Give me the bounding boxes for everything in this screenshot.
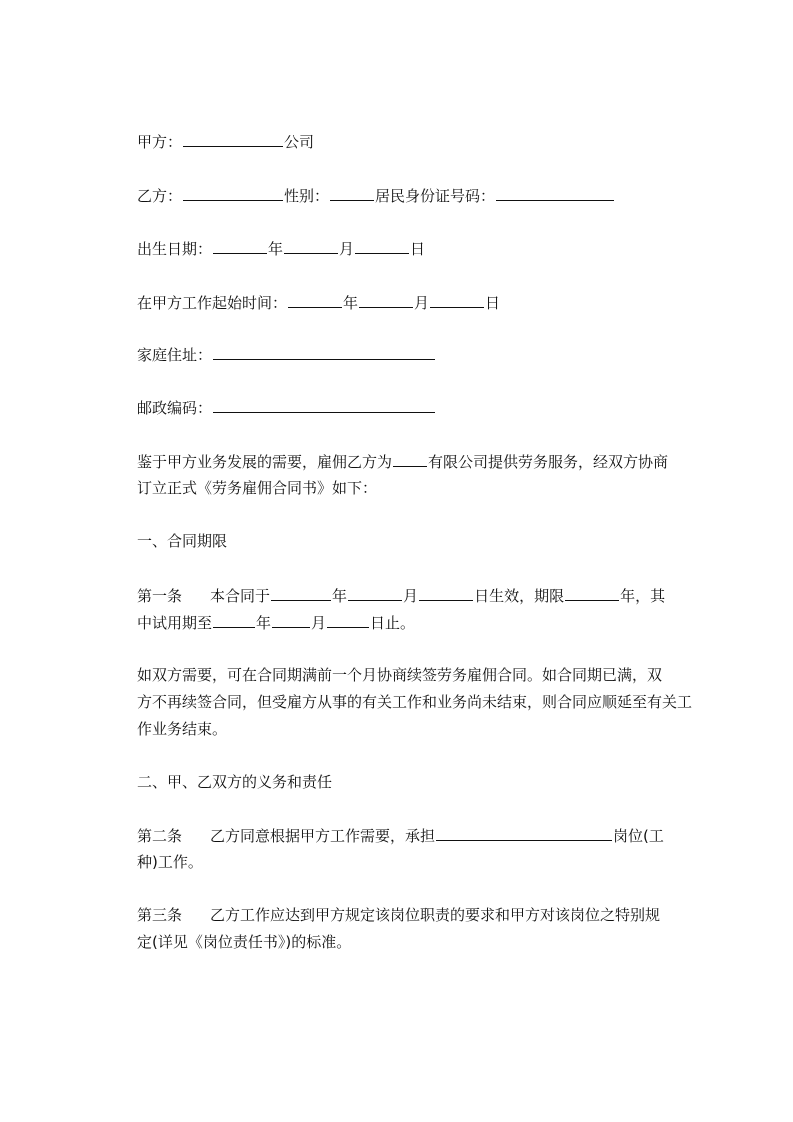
party-b-line [0, 185, 793, 206]
renewal-text-3: 作业务结束。 [137, 720, 228, 738]
gender-label: 性别： [284, 187, 330, 205]
day-label: 日 [410, 240, 426, 258]
article2-line2-text: 种)工作。 [137, 853, 203, 871]
intro-line2: 订立正式《劳务雇佣合同书》如下： [137, 479, 378, 497]
postcode-blank [213, 397, 435, 413]
article3-label: 第三条 [137, 906, 183, 924]
section1-heading [0, 531, 793, 551]
article2-b: 岗位(工 [613, 827, 664, 845]
renewal-text-2: 方不再续签合同，但受雇方从事的有关工作和业务尚未结束，则合同应顺延至有关工 [137, 693, 693, 711]
trial-year-blank [213, 612, 255, 628]
article2-a: 乙方同意根据甲方工作需要，承担 [210, 827, 436, 845]
birth-day-blank [355, 238, 409, 254]
article1-month-blank [348, 585, 402, 601]
postcode-line [0, 397, 793, 418]
birth-label: 出生日期： [137, 240, 213, 258]
article1-line-2 [0, 612, 793, 633]
trial-day-blank [327, 612, 369, 628]
article1-line2-a: 中试用期至 [137, 614, 213, 632]
postcode-label: 邮政编码： [137, 399, 213, 417]
article3-line-2 [0, 932, 793, 952]
birth-month-blank [284, 238, 338, 254]
id-blank [496, 185, 614, 201]
name-blank [183, 185, 283, 201]
renewal-text-1: 如双方需要，可在合同期满前一个月协商续签劳务雇佣合同。如合同期已满，双 [137, 666, 663, 684]
article1-year-blank [271, 585, 331, 601]
article2-line-2 [0, 852, 793, 872]
gender-blank [330, 185, 374, 201]
intro-line-2 [0, 478, 793, 498]
year-label: 年 [256, 614, 272, 632]
term-years-blank [565, 585, 619, 601]
year-label: 年 [268, 240, 284, 258]
article1-a: 本合同于 [210, 587, 271, 605]
article2-line-1 [0, 825, 793, 846]
article2-label: 第二条 [137, 827, 183, 845]
section2-heading [0, 772, 793, 792]
article1-end: 日止。 [370, 614, 416, 632]
article3-text-1: 乙方工作应达到甲方规定该岗位职责的要求和甲方对该岗位之特别规 [210, 906, 661, 924]
address-label: 家庭住址： [137, 346, 213, 364]
article1-label: 第一条 [137, 587, 183, 605]
year-label: 年 [332, 587, 348, 605]
party-b-label: 乙方： [137, 187, 183, 205]
id-label: 居民身份证号码： [375, 187, 496, 205]
article1-c: 年，其 [620, 587, 666, 605]
trial-month-blank [272, 612, 310, 628]
month-label: 月 [403, 587, 419, 605]
address-line [0, 344, 793, 365]
article3-line-1 [0, 905, 793, 925]
start-year-blank [288, 292, 342, 308]
renewal-line-3 [0, 719, 793, 739]
party-a-line [0, 131, 793, 152]
position-blank [436, 825, 612, 841]
article1-day-blank [419, 585, 473, 601]
address-blank [213, 344, 435, 360]
month-label: 月 [414, 294, 430, 312]
company-name-blank [393, 451, 427, 467]
company-blank [183, 131, 283, 147]
year-label: 年 [343, 294, 359, 312]
month-label: 月 [339, 240, 355, 258]
section2-heading-text: 二、甲、乙双方的义务和责任 [137, 773, 333, 791]
article3-text-2: 定(详见《岗位责任书》)的标准。 [137, 933, 352, 951]
renewal-line-1 [0, 665, 793, 685]
renewal-line-2 [0, 692, 793, 712]
article1-line-1 [0, 585, 793, 606]
article1-b: 日生效，期限 [474, 587, 565, 605]
start-line [0, 292, 793, 313]
intro-line-1 [0, 451, 793, 472]
party-a-suffix: 公司 [284, 133, 315, 151]
birth-year-blank [213, 238, 267, 254]
party-a-label: 甲方： [137, 133, 183, 151]
start-day-blank [430, 292, 484, 308]
intro-part1: 鉴于甲方业务发展的需要，雇佣乙方为 [137, 453, 393, 471]
start-label: 在甲方工作起始时间： [137, 294, 288, 312]
month-label: 月 [311, 614, 327, 632]
day-label: 日 [485, 294, 501, 312]
start-month-blank [359, 292, 413, 308]
section1-heading-text: 一、合同期限 [137, 532, 228, 550]
birth-line [0, 238, 793, 259]
intro-part2: 有限公司提供劳务服务，经双方协商 [428, 453, 669, 471]
